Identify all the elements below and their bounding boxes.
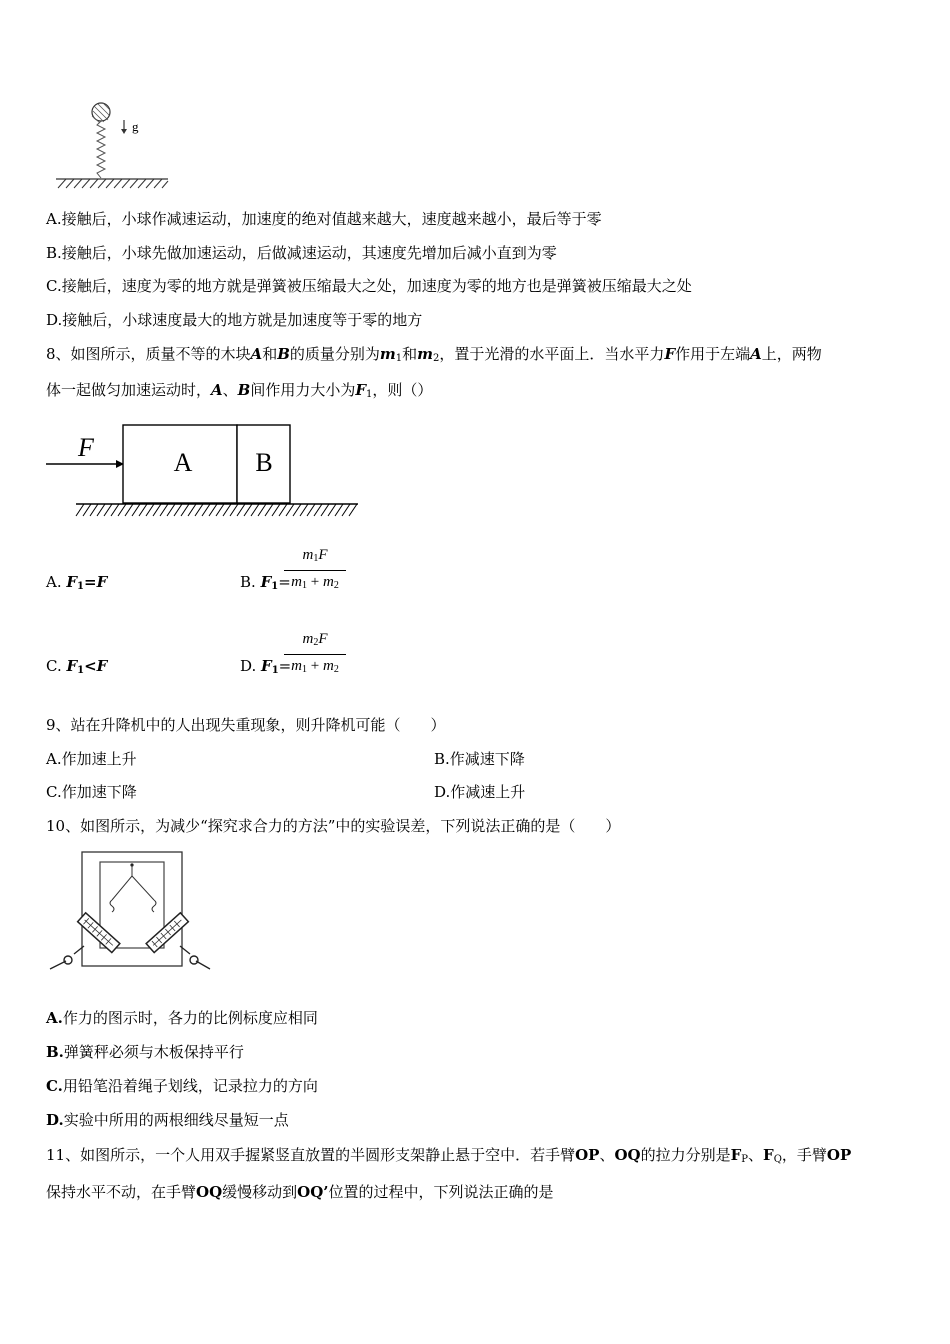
q9-option-b: B.作减速下降 xyxy=(434,750,525,768)
force-experiment-figure xyxy=(46,848,216,976)
q10-stem: 10、如图所示，为减少“探究求合力的方法”中的实验误差，下列说法正确的是（ ） xyxy=(46,817,621,835)
q9-option-c: C.作加速下降 xyxy=(46,783,137,801)
q8-option-b: B. $F_1=$ xyxy=(240,573,291,592)
spring-ball-figure xyxy=(50,98,180,190)
blocks-figure xyxy=(40,420,370,520)
force-label: F xyxy=(78,433,94,462)
q7-option-d: D.接触后，小球速度最大的地方就是加速度等于零的地方 xyxy=(46,311,423,329)
q8-option-c: C. $F_1<F$ xyxy=(46,657,108,676)
q7-option-c: C.接触后，速度为零的地方就是弹簧被压缩最大之处，加速度为零的地方也是弹簧被压缩最大之处 xyxy=(46,277,692,295)
q8-option-d-fraction: $m_2F$ $m_1 + m_2$ xyxy=(284,630,346,679)
q9-stem: 9、站在升降机中的人出现失重现象，则升降机可能（ ） xyxy=(46,716,446,734)
block-b-label: B xyxy=(255,448,273,477)
q11-stem-line2: 保持水平不动，在手臂OQ缓慢移动到OQ’位置的过程中，下列说法正确的是 xyxy=(46,1183,554,1201)
q8-stem-line2: 体一起做匀加速运动时，A、B间作用力大小为$F_1$，则（） xyxy=(46,381,433,400)
q11-stem-line1: 11、如图所示，一个人用双手握紧竖直放置的半圆形支架静止悬于空中．若手臂OP、OQ的拉力分别是$F_P$、$F_Q$，手臂OP xyxy=(46,1146,852,1165)
q7-option-b: B.接触后，小球先做加速运动，后做减速运动，其速度先增加后减小直到为零 xyxy=(46,244,557,262)
q9-option-a: A.作加速上升 xyxy=(46,750,137,768)
q7-option-a: A.接触后，小球作减速运动，加速度的绝对值越来越大，速度越来越小，最后等于零 xyxy=(46,210,602,228)
floor-hatch xyxy=(76,504,357,516)
q8-option-d: D. $F_1=$ xyxy=(240,657,292,676)
q10-option-c: C.用铅笔沿着绳子划线，记录拉力的方向 xyxy=(46,1077,318,1095)
ground-hatch xyxy=(58,179,168,188)
q9-option-d: D.作减速上升 xyxy=(434,783,526,801)
block-a-label: A xyxy=(173,448,193,477)
q8-stem-line1: 8、如图所示，质量不等的木块A和B的质量分别为$m_1$和$m_2$，置于光滑的水平面上．当水平力F作用于左端A上，两物 xyxy=(46,345,822,364)
q10-option-b: B.弹簧秤必须与木板保持平行 xyxy=(46,1043,244,1061)
q8-option-b-fraction: $m_1F$ $m_1 + m_2$ xyxy=(284,546,346,595)
q10-option-a: A.作力的图示时，各力的比例标度应相同 xyxy=(46,1009,318,1027)
spring xyxy=(97,121,105,178)
q8-option-a: A. $F_1=F$ xyxy=(46,573,108,592)
q10-option-d: D.实验中所用的两根细线尽量短一点 xyxy=(46,1111,289,1129)
gravity-label: g xyxy=(132,119,139,134)
